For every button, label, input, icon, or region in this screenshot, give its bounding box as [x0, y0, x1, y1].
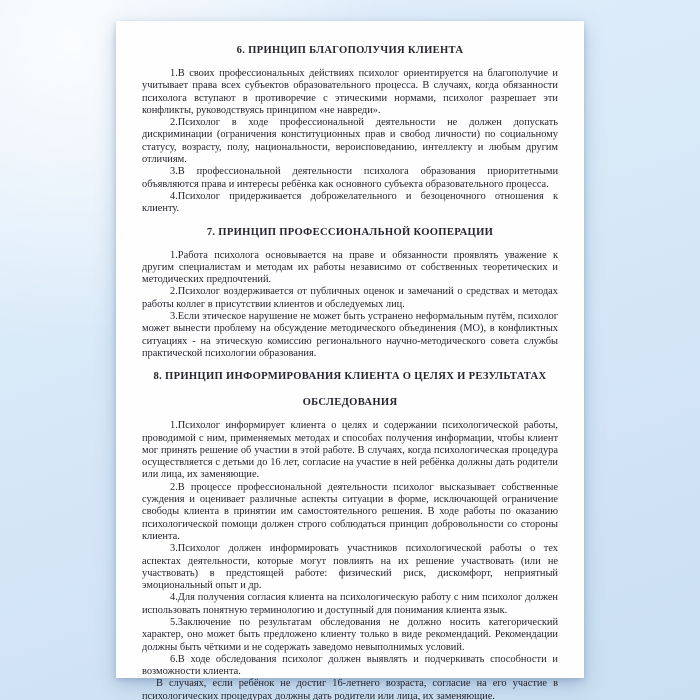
paragraph: 3.Если этическое нарушение не может быть устранено неформальным путём, психолог может вынести проблему на обсуждение методического объединения (МО), в конфликтных ситуациях - на этическую комиссию регионального научно-методического совета службы практической психологии образования. — [142, 311, 558, 359]
paragraph: 1.В своих профессиональных действиях психолог ориентируется на благополучие и учитывает права всех субъектов образовательного процесса. В случаях, когда обязанности психолога вступают в противоречие с этическими нормами, психолог разрешает эти конфликты, руководствуясь принципом «не навреди». — [142, 68, 558, 116]
section-heading — [142, 370, 558, 409]
paragraph-number: 6. — [170, 653, 178, 665]
heading-line: 6. ПРИНЦИП БЛАГОПОЛУЧИЯ КЛИЕНТА — [236, 45, 464, 56]
paragraph: 4.Для получения согласия клиента на психологическую работу с ним психолог должен использовать понятную терминологию и доступный для понимания клиента язык. — [142, 592, 558, 616]
paragraph-number: 2. — [170, 117, 178, 129]
heading-line: 8. ПРИНЦИП ИНФОРМИРОВАНИЯ КЛИЕНТА О ЦЕЛЯХ И РЕЗУЛЬТАТАХ — [153, 371, 547, 383]
paragraph-number: 3. — [170, 166, 178, 178]
paragraph: 6.В ходе обследования психолог должен выявлять и подчеркивать способности и возможности клиента. — [142, 653, 558, 678]
paragraph-number: 3. — [170, 543, 178, 555]
paragraph: 4.Психолог придерживается доброжелательного и безоценочного отношения к клиенту. — [142, 190, 558, 215]
heading-line: 7. ПРИНЦИП ПРОФЕССИОНАЛЬНОЙ КООПЕРАЦИИ — [206, 226, 494, 238]
document-content — [142, 44, 558, 700]
paragraph: 2.Психолог в ходе профессиональной деятельности не должен допускать дискриминации (ограничения конституционных прав и свобод личности) по социальному статусу, возрасту, полу, национальности, вероисповеданию, интеллекту и любым другим отличиям. — [142, 117, 558, 166]
paragraph-number: 1. — [170, 249, 178, 261]
paragraph-number: 2. — [170, 286, 178, 298]
paragraph: 1.Работа психолога основывается на праве и обязанности проявлять уважение к другим специалистам и методам их работы независимо от собственных теоретических и методических предпочтений. — [142, 249, 558, 286]
paragraph-number: 5. — [170, 616, 178, 628]
paragraph-number: 1. — [170, 420, 178, 432]
paragraph: 3.Психолог должен информировать участников психологической работы о тех аспектах деятельности, которые могут повлиять на их решение участвовать (или не участвовать) в предстоящей работе: физический риск, дискомфорт, неприятный эмоциональный опыт и др. — [142, 543, 558, 592]
paragraph-number: 2. — [170, 481, 178, 493]
paragraph-number: 4. — [170, 190, 178, 202]
paragraph: 3.В профессиональной деятельности психолога образования приоритетными объявляются права и интересы ребёнка как основного субъекта образовательного процесса. — [142, 166, 558, 190]
section-heading — [142, 44, 558, 57]
paragraph: 5.Заключение по результатам обследования не должно носить категорический характер, оно может быть предложено клиенту только в виде рекомендаций. Рекомендации должны быть чёткими и не содержать заведомо невыполнимых условий. — [142, 616, 558, 653]
paragraph-number: 1. — [170, 68, 178, 79]
paragraph: В случаях, если ребёнок не достиг 16-летнего возраста, согласие на его участие в психологических процедурах должны дать родители или лица, их заменяющие. — [142, 678, 558, 700]
paragraph-number: 3. — [170, 311, 178, 323]
document-page — [116, 21, 584, 700]
heading-line: ОБСЛЕДОВАНИЯ — [302, 397, 398, 409]
paragraph: 2.Психолог воздерживается от публичных оценок и замечаний о средствах и методах работы коллег в присутствии клиентов и обследуемых лиц. — [142, 286, 558, 310]
paragraph-number: 4. — [170, 592, 178, 604]
paragraph: 2.В процессе профессиональной деятельности психолог высказывает собственные суждения и оценивает различные аспекты ситуации в форме, исключающей ограничение свободы клиента в принятии им самостоятельного решения. В ходе работы по оказанию психологической помощи должен строго соблюдаться принцип добровольности со стороны клиента. — [142, 481, 558, 542]
section-heading — [142, 226, 558, 239]
paragraph: 1.Психолог информирует клиента о целях и содержании психологической работы, проводимой с ним, применяемых методах и способах получения информации, чтобы клиент мог принять решение об участии в этой работе. В случаях, когда психологическая процедура осуществляется с детьми до 16 лет, согласие на участие в ней ребёнка должны дать родители или лица, их заменяющие. — [142, 420, 558, 481]
